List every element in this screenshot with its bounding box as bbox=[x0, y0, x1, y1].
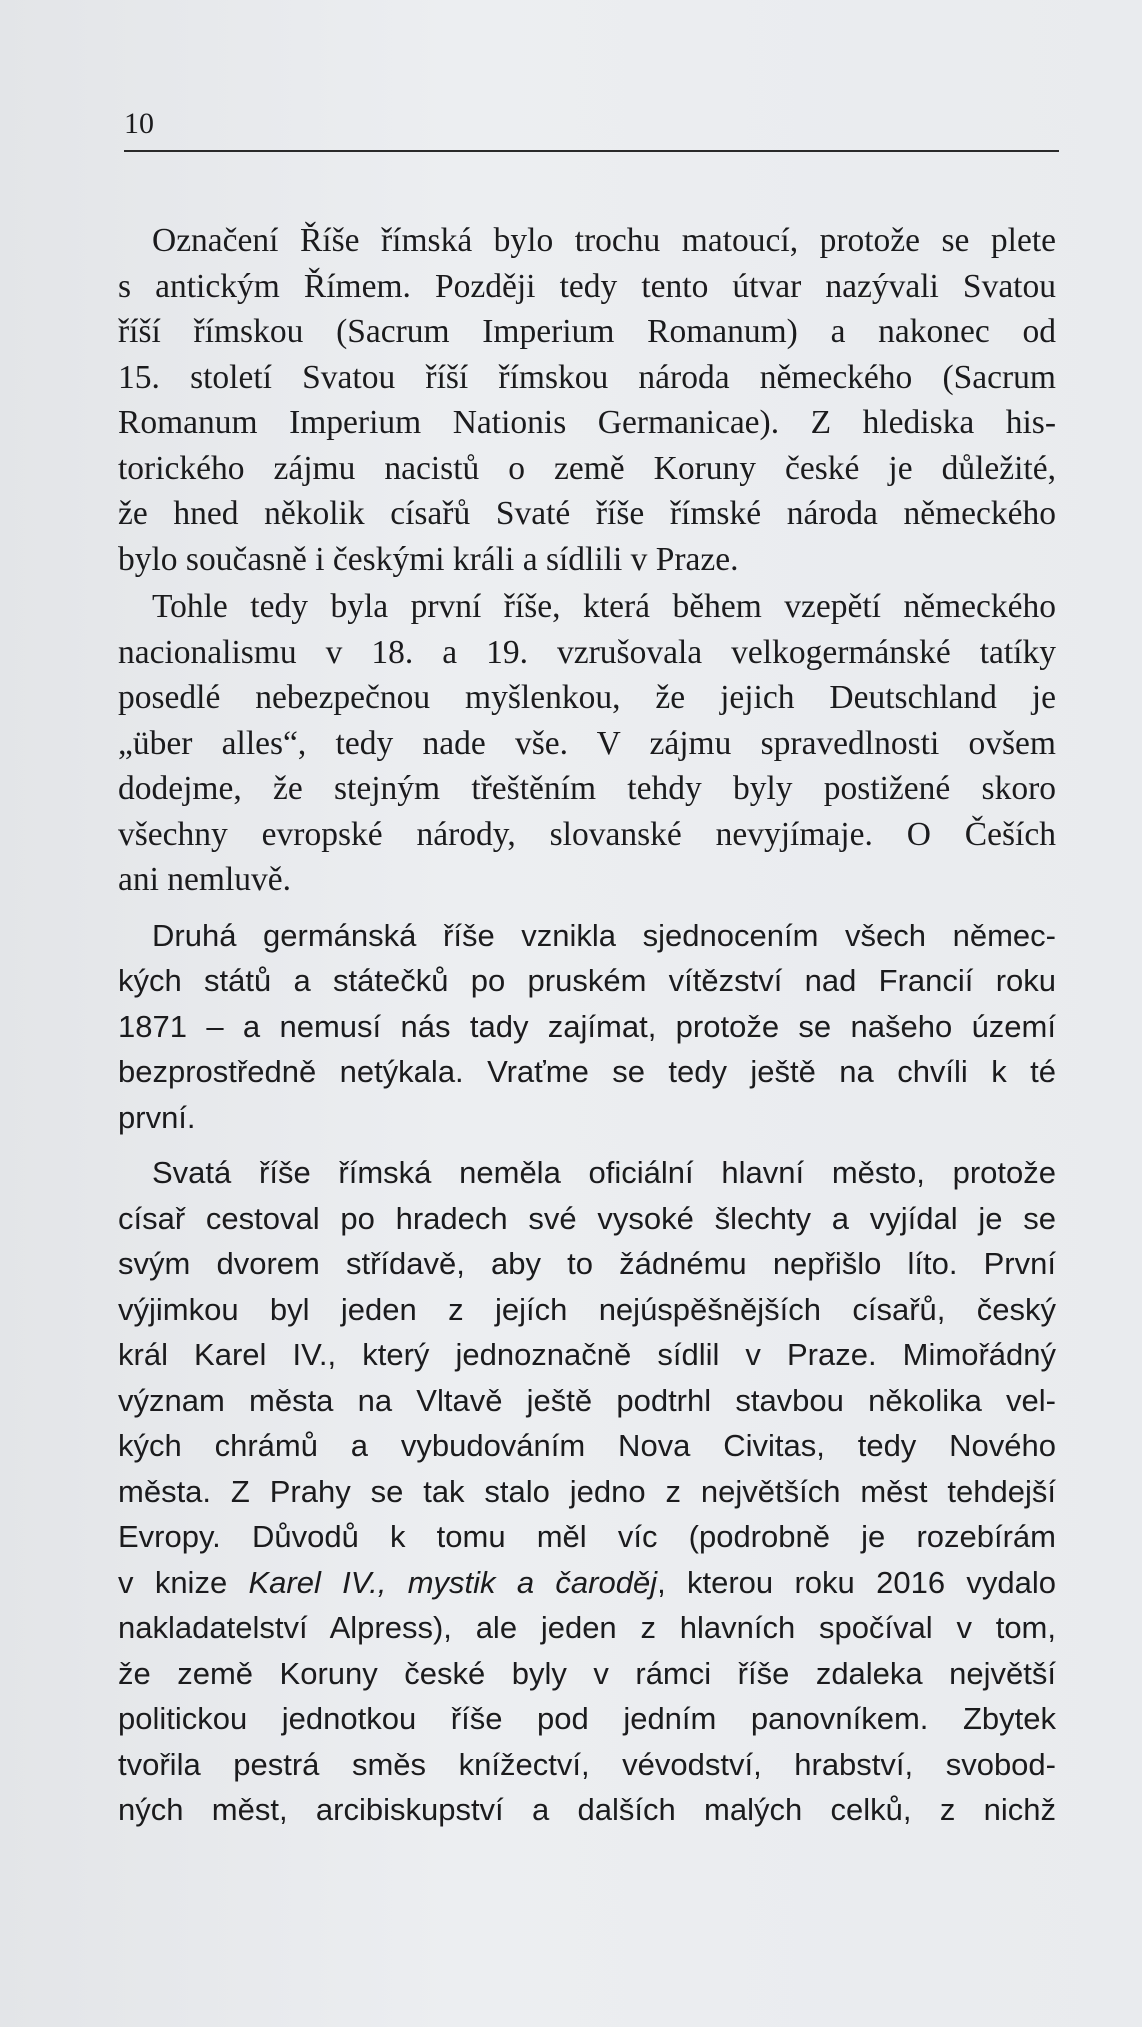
text-line: Tohle tedy byla první říše, která během vzepětí německého bbox=[152, 588, 1056, 625]
text-line: výjimkou byl jeden z jejích nejúspěšnějších císařů, český bbox=[118, 1291, 1056, 1327]
text-line: význam města na Vltavě ještě podtrhl stavbou několika vel- bbox=[118, 1382, 1056, 1418]
text-line: Evropy. Důvodů k tomu měl víc (podrobně je rozebírám bbox=[118, 1519, 1056, 1554]
text-line-with-book-title bbox=[118, 1560, 1056, 1606]
text-line: všechny evropské národy, slovanské nevyjímaje. O Češích bbox=[118, 815, 1056, 853]
header-rule bbox=[124, 150, 1059, 152]
paragraph-2 bbox=[118, 584, 1056, 903]
text-line: s antickým Římem. Později tedy tento útvar nazývali Svatou bbox=[118, 267, 1056, 305]
paragraph-1 bbox=[118, 218, 1056, 582]
text-line: Romanum Imperium Nationis Germanicae). Z hlediska his- bbox=[118, 404, 1056, 441]
text-line: „über alles“, tedy nade vše. V zájmu spravedlnosti ovšem bbox=[118, 724, 1056, 762]
text-line: 1871 – a nemusí nás tady zajímat, protože se našeho území bbox=[118, 1008, 1056, 1044]
text-line: politickou jednotkou říše pod jedním panovníkem. Zbytek bbox=[118, 1701, 1056, 1736]
text-line: nacionalismu v 18. a 19. vzrušovala velkogermánské tatíky bbox=[118, 633, 1056, 671]
line-text-before: v knize bbox=[118, 1564, 249, 1600]
text-line: města. Z Prahy se tak stalo jedno z největších měst tehdejší bbox=[118, 1473, 1056, 1509]
text-line: Svatá říše římská neměla oficiální hlavní město, protože bbox=[152, 1155, 1056, 1190]
line-text-after: , kterou roku 2016 vydalo bbox=[657, 1564, 1056, 1600]
text-line: bylo současně i českými králi a sídlili v Praze. bbox=[118, 540, 739, 578]
text-line: torického zájmu nacistů o země Koruny české je důležité, bbox=[118, 449, 1056, 487]
book-title: Karel IV., mystik a čaroděj bbox=[248, 1564, 658, 1600]
text-line: svým dvorem střídavě, aby to žádnému nepřišlo líto. První bbox=[118, 1246, 1056, 1281]
text-line: císař cestoval po hradech své vysoké šlechty a vyjídal je se bbox=[118, 1200, 1056, 1236]
text-line: že hned několik císařů Svaté říše římské národa německého bbox=[118, 495, 1056, 532]
text-line: Označení Říše římská bylo trochu matoucí, protože se plete bbox=[152, 222, 1056, 259]
text-line: dodejme, že stejným třeštěním tehdy byly postižené skoro bbox=[118, 770, 1056, 807]
text-line: král Karel IV., který jednoznačně sídlil v Praze. Mimořádný bbox=[118, 1337, 1056, 1372]
text-line: posedlé nebezpečnou myšlenkou, že jejich Deutschland je bbox=[118, 679, 1056, 716]
page-number: 10 bbox=[124, 107, 154, 140]
body-text bbox=[118, 218, 1056, 1835]
text-line: že země Koruny české byly v rámci říše zdaleka největší bbox=[118, 1655, 1056, 1691]
text-line: tvořila pestrá směs knížectví, vévodství, hrabství, svobod- bbox=[118, 1746, 1056, 1782]
text-line: říší římskou (Sacrum Imperium Romanum) a nakonec od bbox=[118, 313, 1056, 350]
text-line: nakladatelství Alpress), ale jeden z hlavních spočíval v tom, bbox=[118, 1610, 1056, 1645]
text-line: kých chrámů a vybudováním Nova Civitas, tedy Nového bbox=[118, 1428, 1056, 1463]
text-line: kých států a státečků po pruském vítězství nad Francií roku bbox=[118, 963, 1056, 998]
text-line: první. bbox=[118, 1099, 196, 1135]
text-line: Druhá germánská říše vznikla sjednocením všech němec- bbox=[152, 917, 1056, 953]
text-line: ani nemluvě. bbox=[118, 861, 292, 898]
paragraph-4 bbox=[118, 1150, 1056, 1833]
text-line: ných měst, arcibiskupství a dalších malých celků, z nichž bbox=[118, 1792, 1056, 1827]
text-line: bezprostředně netýkala. Vraťme se tedy ještě na chvíli k té bbox=[118, 1054, 1056, 1089]
paragraph-3 bbox=[118, 913, 1056, 1141]
text-line: 15. století Svatou říší římskou národa německého (Sacrum bbox=[118, 358, 1056, 396]
